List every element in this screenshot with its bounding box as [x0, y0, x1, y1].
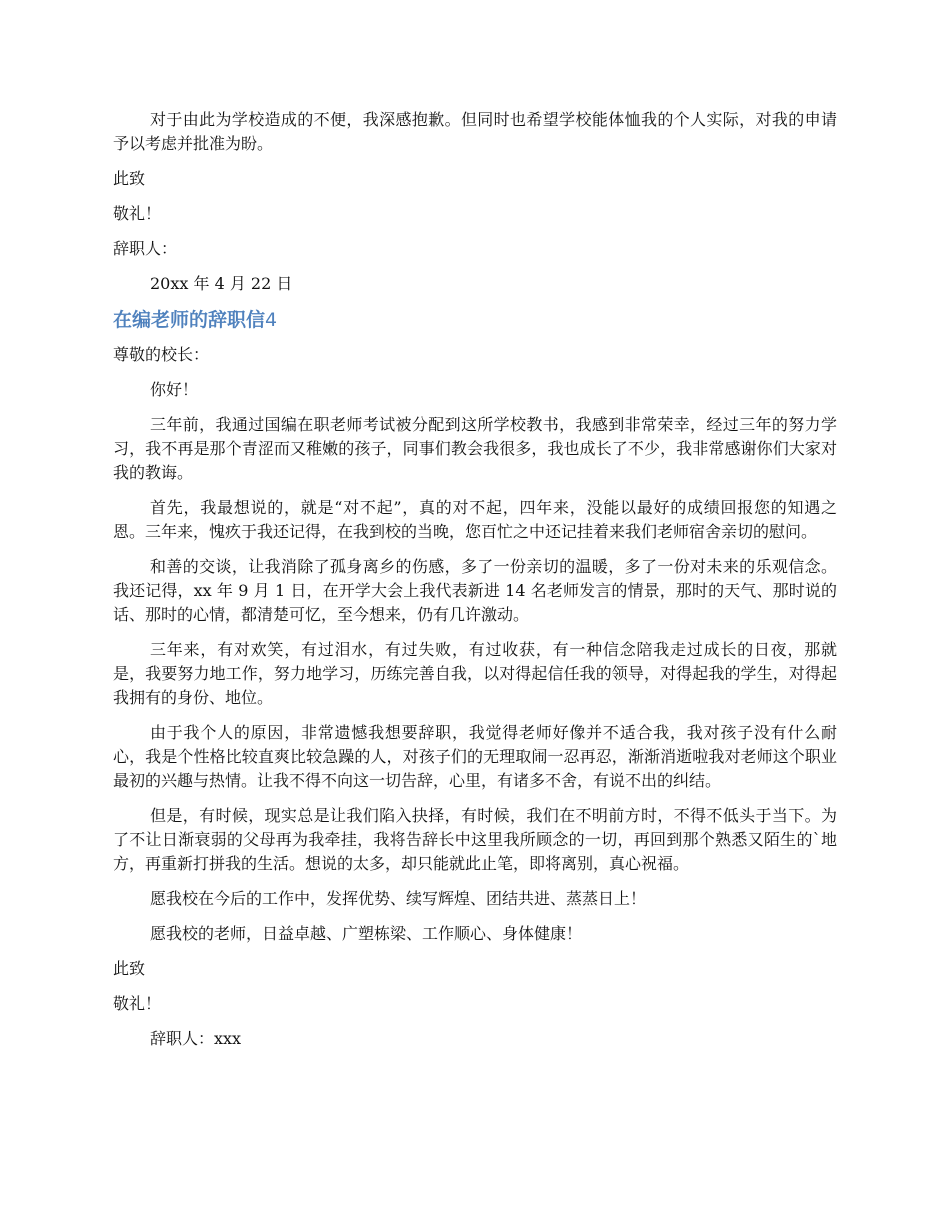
closing-paragraph: 对于由此为学校造成的不便，我深感抱歉。但同时也希望学校能体恤我的个人实际，对我的申请予以考虑并批准为盼。 [113, 110, 837, 153]
body-paragraph: 和善的交谈，让我消除了孤身离乡的伤感，多了一份亲切的温暖，多了一份对未来的乐观信念。我还记得，xx 年 9 月 1 日，在开学大会上我代表新进 14 名老师发言的情景，那时的天气、那时说的话、那时的心情，都清楚可忆，至今想来，仍有几许激动。 [113, 557, 837, 624]
body-paragraph: 但是，有时候，现实总是让我们陷入抉择，有时候，我们在不明前方时，不得不低头于当下。为了不让日渐衰弱的父母再为我牵挂，我将告辞长中这里我所顾念的一切，再回到那个熟悉又陌生的`地方，再重新打拼我的生活。想说的太多，却只能就此止笔，即将离别，真心祝福。 [113, 806, 837, 873]
body-paragraph: 三年前，我通过国编在职老师考试被分配到这所学校教书，我感到非常荣幸，经过三年的努力学习，我不再是那个青涩而又稚嫩的孩子，同事们教会我很多，我也成长了不少，我非常感谢你们大家对我的教诲。 [113, 415, 837, 482]
wish-paragraph: 愿我校在今后的工作中，发挥优势、续写辉煌、团结共进、蒸蒸日上！ [150, 889, 647, 908]
greeting: 你好！ [150, 380, 199, 399]
letter-heading-text: 在编老师的辞职信 [113, 309, 266, 331]
letter-heading [113, 307, 837, 333]
signature: 辞职人：xxx [150, 1029, 242, 1048]
letter-date: 20xx 年 4 月 22 日 [150, 274, 293, 293]
body-paragraph: 三年来，有对欢笑，有过泪水，有过失败，有过收获，有一种信念陪我走过成长的日夜，那就是，我要努力地工作，努力地学习，历练完善自我，以对得起信任我的领导，对得起我的学生，对得起我拥有的身份、地位。 [113, 640, 837, 707]
salutation-ci-zhi: 此致 [113, 169, 146, 188]
letter-heading-number: 4 [265, 309, 278, 331]
document-page [113, 108, 837, 1062]
salutation-jing-li: 敬礼！ [113, 994, 162, 1013]
signature-label: 辞职人： [113, 239, 178, 258]
addressee: 尊敬的校长： [113, 345, 210, 364]
body-paragraph: 首先，我最想说的，就是“对不起”，真的对不起，四年来，没能以最好的成绩回报您的知遇之恩。三年来，愧疚于我还记得，在我到校的当晚，您百忙之中还记挂着来我们老师宿舍亲切的慰问。 [113, 498, 837, 541]
wish-paragraph: 愿我校的老师，日益卓越、广塑栋梁、工作顺心、身体健康！ [150, 924, 583, 943]
salutation-ci-zhi: 此致 [113, 959, 146, 978]
salutation-jing-li: 敬礼！ [113, 204, 162, 223]
body-paragraph: 由于我个人的原因，非常遗憾我想要辞职，我觉得老师好像并不适合我，我对孩子没有什么耐心，我是个性格比较直爽比较急躁的人，对孩子们的无理取闹一忍再忍，渐渐消逝啦我对老师这个职业最初的兴趣与热情。让我不得不向这一切告辞，心里，有诸多不舍，有说不出的纠结。 [113, 723, 837, 790]
